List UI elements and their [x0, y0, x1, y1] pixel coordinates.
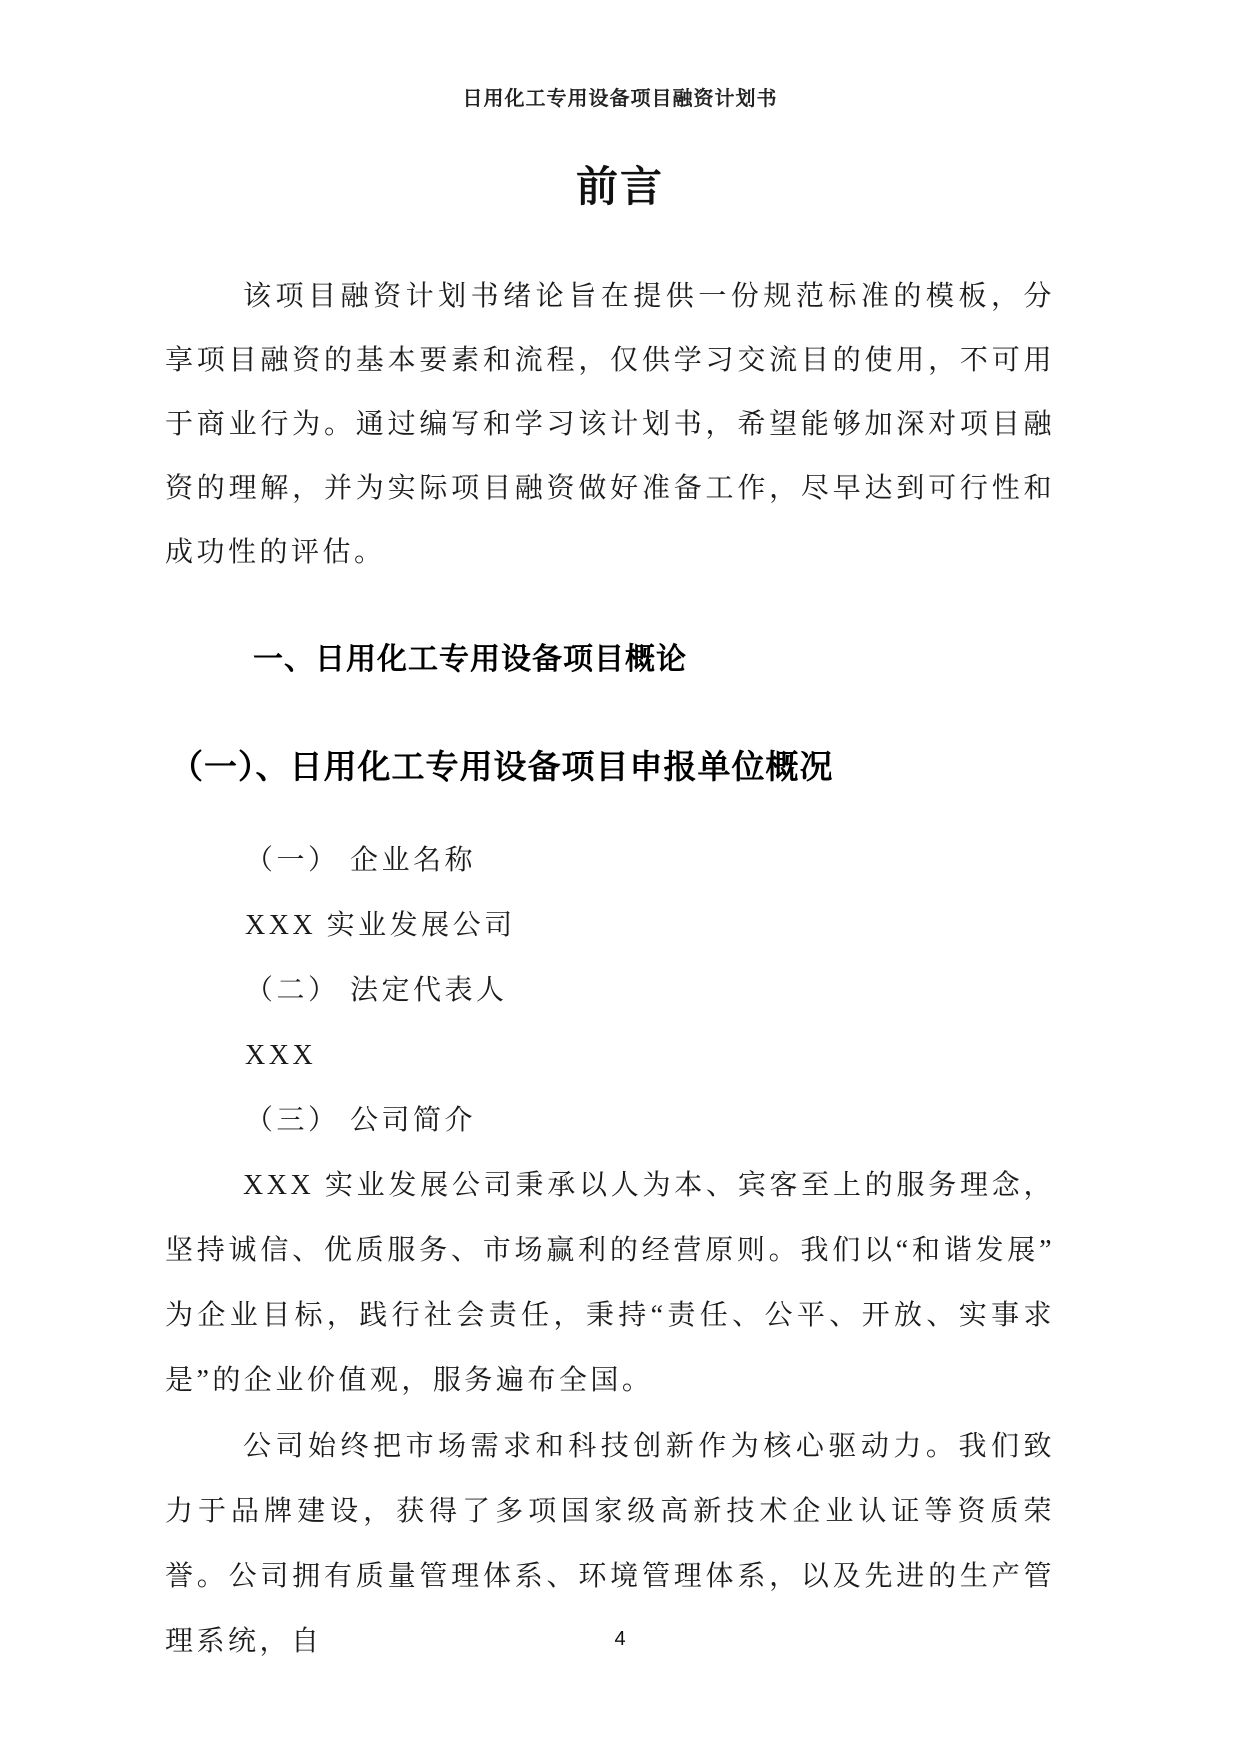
company-info-item-value-1: XXX 实业发展公司	[245, 910, 516, 941]
company-info-item-label-2: （二） 法定代表人	[245, 975, 508, 1006]
page-number: 4	[614, 1628, 626, 1650]
intro-paragraph: 该项目融资计划书绪论旨在提供一份规范标准的模板，分享项目融资的基本要素和流程，仅供学习交流目的使用，不可用于商业行为。通过编写和学习该计划书，希望能够加深对项目融资的理解，并为实际项目融资做好准备工作，尽早达到可行性和成功性的评估。	[165, 281, 1055, 568]
document-title: 前言	[575, 165, 664, 211]
running-header-title: 日用化工专用设备项目融资计划书	[462, 88, 778, 110]
subsection-heading: （一）、日用化工专用设备项目申报单位概况	[170, 748, 834, 785]
company-info-item-label-3: （三） 公司简介	[245, 1105, 477, 1136]
company-profile-paragraph: XXX 实业发展公司秉承以人为本、宾客至上的服务理念，坚持诚信、优质服务、市场赢利的经营原则。我们以“和谐发展”为企业目标，践行社会责任，秉持“责任、公平、开放、实事求是”的企业价值观，服务遍布全国。	[165, 1170, 1055, 1396]
section-heading: 一、日用化工专用设备项目概论	[253, 643, 687, 676]
company-info-item-value-2: XXX	[245, 1040, 317, 1071]
company-info-list	[245, 828, 1055, 1153]
company-info-item-label-1: （一） 企业名称	[245, 845, 477, 876]
company-strength-paragraph: 公司始终把市场需求和科技创新作为核心驱动力。我们致力于品牌建设，获得了多项国家级高新技术企业认证等资质荣誉。公司拥有质量管理体系、环境管理体系，以及先进的生产管理系统，自	[165, 1431, 1055, 1657]
